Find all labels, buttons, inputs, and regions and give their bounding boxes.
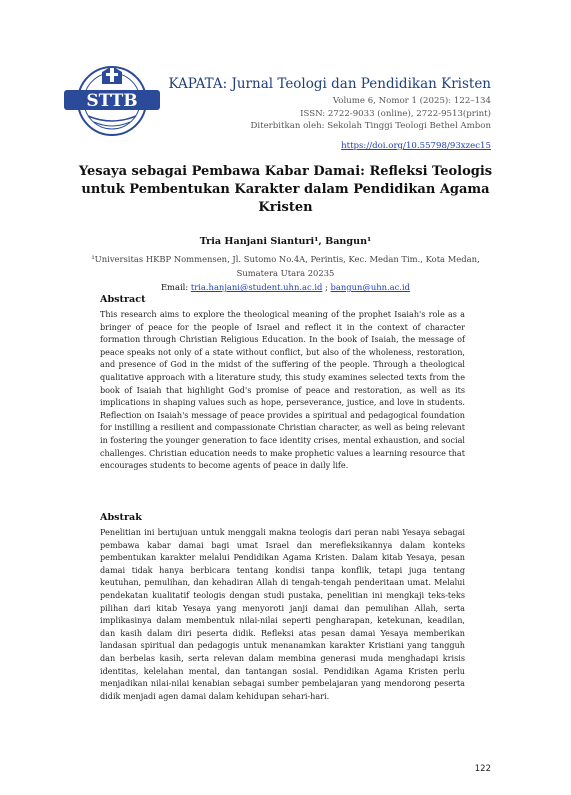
author-affiliation: ¹Universitas HKBP Nommensen, Jl. Sutomo No.4A, Perintis, Kec. Medan Tim., Kota Medan, Sumatera Utara 20235 — [91, 254, 480, 278]
journal-volume: Volume 6, Nomor 1 (2025): 122–134 — [332, 96, 491, 107]
abstract-text: This research aims to explore the theological meaning of the prophet Isaiah's role as a bringer of peace for the people of Israel and reflect it in the context of character formation through Christian Religious Education. In the book of Isaiah, the message of peace speaks not only of a state without conflict, but also of the wholeness, restoration, and presence of God in the midst of the suffering of the people. Through a theological qualitative approach with a literature study, this study examines selected texts from the book of Isaiah that highlight God's promise of peace and restoration, as well as its implications in shaping values such as hope, perseverance, justice, and love in students. Reflection on Isaiah's message of peace provides a spiritual and pedagogical foundation for instilling a resilient and compassionate Christian character, as well as being relevant in fostering the younger generation to face identity crises, mental exhaustion, and social challenges. Christian education needs to make prophetic values a learning resource that encourages students to become agents of peace in daily life. — [100, 309, 465, 471]
journal-title: KAPATA: Jurnal Teologi dan Pendidikan Kristen — [168, 76, 491, 92]
logo-text: STTB — [86, 91, 138, 111]
journal-publisher: Diterbitkan oleh: Sekolah Tinggi Teologi Bethel Ambon — [250, 121, 491, 132]
abstrak-heading: Abstrak — [100, 512, 142, 523]
email-separator: ; — [325, 282, 331, 292]
doi-link[interactable]: https://doi.org/10.55798/93xzec15 — [341, 140, 491, 151]
email-link-1[interactable]: tria.hanjani@student.uhn.ac.id — [190, 282, 323, 292]
abstract-english — [100, 293, 465, 472]
journal-header — [168, 76, 491, 152]
abstract-heading: Abstract — [100, 294, 146, 305]
abstract-indonesian — [100, 511, 465, 702]
journal-logo — [64, 64, 160, 138]
email-link-2[interactable]: bangun@uhn.ac.id — [330, 282, 411, 292]
email-label: Email: — [160, 282, 189, 292]
page-number: 122 — [474, 764, 491, 774]
abstrak-text: Penelitian ini bertujuan untuk menggali makna teologis dari peran nabi Yesaya sebagai pembawa kabar damai bagi umat Israel dan merefleksikannya dalam konteks pembentukan karakter melalui Pendidikan Agama Kristen. Dalam kitab Yesaya, pesan damai tidak hanya berbicara tentang kondisi tanpa konflik, tetapi juga tentang keutuhan, pemulihan, dan kehadiran Allah di tengah-tengah penderitaan umat. Melalui pendekatan kualitatif teologis dengan studi pustaka, penelitian ini mengkaji teks-teks pilihan dari kitab Yesaya yang menyoroti janji damai dan pemulihan Allah, serta implikasinya dalam membentuk nilai-nilai seperti pengharapan, ketekunan, keadilan, dan kasih dalam diri peserta didik. Refleksi atas pesan damai Yesaya memberikan landasan spiritual dan pedagogis untuk menanamkan karakter Kristiani yang tangguh dan berbelas kasih, serta relevan dalam membina generasi muda menghadapi krisis identitas, kelelahan mental, dan tantangan sosial. Pendidikan Agama Kristen perlu menjadikan nilai-nilai kenabian sebagai sumber pembelajaran yang mendorong peserta didik menjadi agen damai dalam kehidupan sehari-hari. — [100, 527, 465, 701]
author-emails — [0, 282, 571, 292]
article-title: Yesaya sebagai Pembawa Kabar Damai: Refleksi Teologis untuk Pembentukan Karakter dalam Pendidikan Agama Kristen — [78, 164, 493, 215]
sttb-seal-icon — [64, 64, 160, 138]
journal-issn: ISSN: 2722-9033 (online), 2722-9513(print) — [300, 108, 491, 119]
article-authors: Tria Hanjani Sianturi¹, Bangun¹ — [199, 236, 372, 247]
